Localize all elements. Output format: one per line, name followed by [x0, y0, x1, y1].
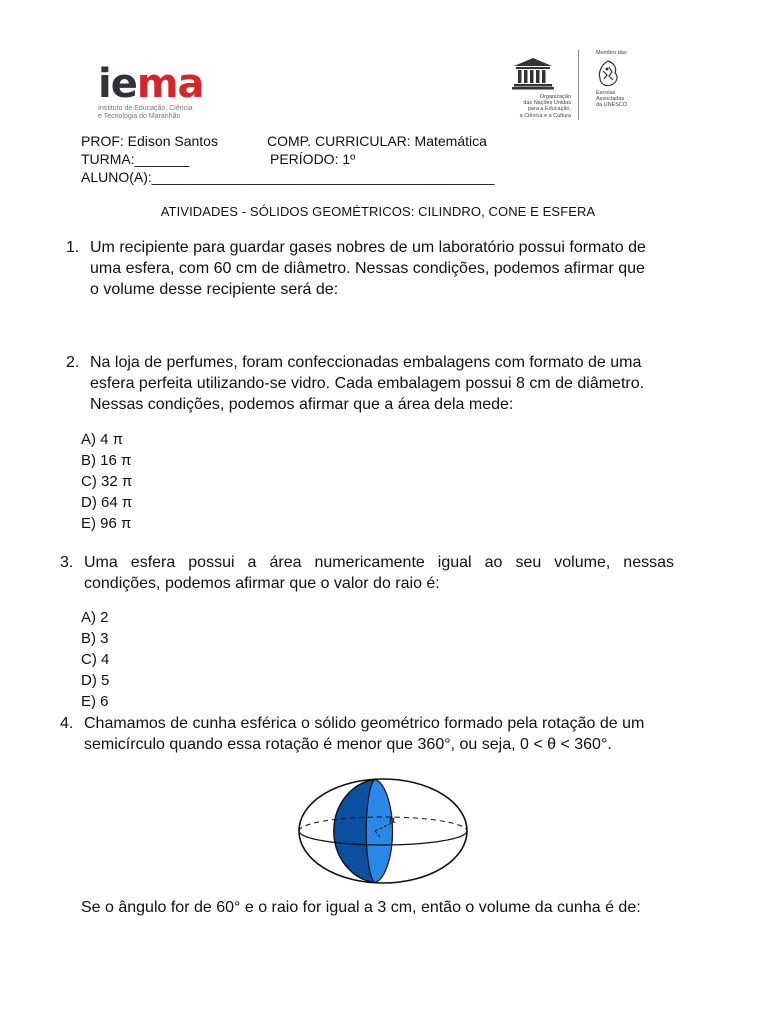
- option-2a: A) 4 π: [81, 431, 124, 448]
- question-number: 3.: [60, 554, 74, 571]
- iema-logo-word: iema: [98, 61, 204, 107]
- unesco-text: Organização das Nações Unidas para a Educação, a Ciência e a Cultura: [519, 94, 571, 119]
- page-title: ATIVIDADES - SÓLIDOS GEOMÉTRICOS: CILINDRO, CONE E ESFERA: [160, 204, 596, 219]
- option-3b: B) 3: [81, 630, 109, 647]
- option-3e: E) 6: [81, 693, 109, 710]
- question-4-followup: Se o ângulo for de 60° e o raio for igual a 3 cm, então o volume da cunha é de:: [81, 899, 641, 916]
- iema-logo-subtitle: Instituto de Educação, Ciência e Tecnologia do Maranhão: [98, 105, 193, 120]
- unesco-logo: [497, 50, 639, 122]
- option-2d: D) 64 π: [81, 494, 133, 511]
- option-3a: A) 2: [81, 609, 109, 626]
- option-2b: B) 16 π: [81, 452, 132, 469]
- subject-field: COMP. CURRICULAR: Matemática: [267, 133, 487, 149]
- option-2c: C) 32 π: [81, 473, 133, 490]
- spherical-wedge-figure: [296, 776, 470, 886]
- class-field: TURMA:_______: [81, 151, 190, 167]
- member-text: Escolas Associadas da UNESCO: [596, 90, 628, 109]
- unesco-temple-icon: [511, 56, 555, 90]
- question-number: 4.: [60, 715, 74, 732]
- teacher-field: PROF: Edison Santos: [81, 133, 218, 149]
- angle-label: α: [389, 815, 396, 826]
- option-3d: D) 5: [81, 672, 110, 689]
- unesco-divider: [578, 50, 579, 120]
- option-2e: E) 96 π: [81, 515, 132, 532]
- question-number: 1.: [66, 239, 80, 256]
- option-3c: C) 4: [81, 651, 110, 668]
- member-label: Membro das: [596, 50, 627, 56]
- iema-logo: [98, 61, 210, 120]
- associated-schools-icon: [595, 59, 621, 89]
- question-number: 2.: [66, 354, 80, 371]
- period-field: PERÍODO: 1º: [270, 151, 356, 167]
- student-field: ALUNO(A):____________________________________________: [81, 169, 495, 185]
